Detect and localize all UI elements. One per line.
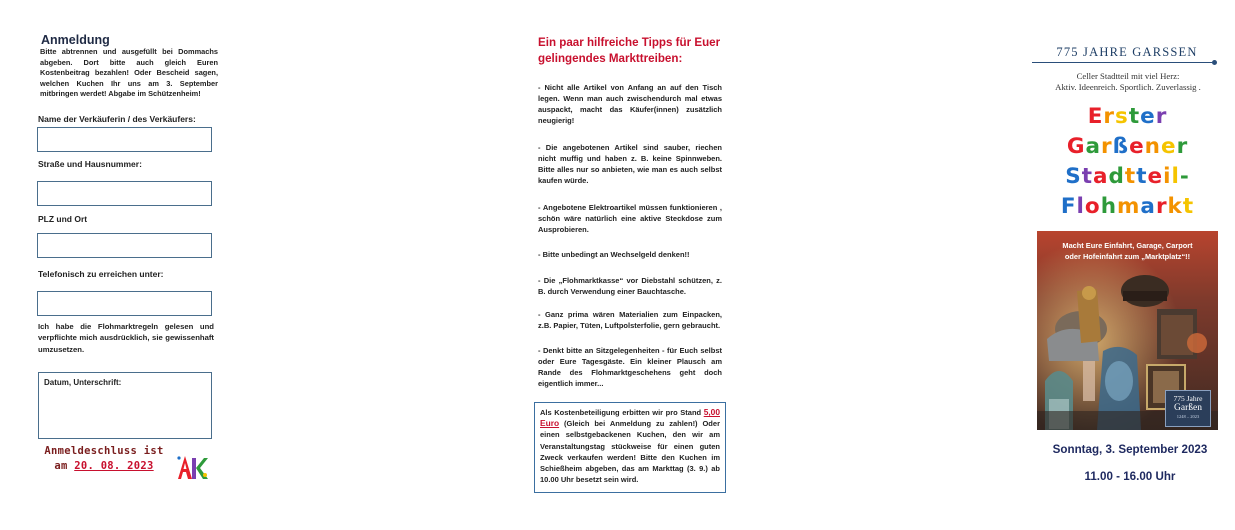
- headline-letter: G: [1066, 134, 1086, 159]
- subtitle-line-2: Aktiv. Ideenreich. Sportlich. Zuverlassig .: [1055, 82, 1201, 93]
- tip-item: - Nicht alle Artikel von Anfang an auf den Tisch legen. Wenn man auch zwischendurch mal etwas auspackt, macht das Käufer(innen) zusätzlich neugierig!: [538, 83, 722, 126]
- registration-panel: [0, 0, 250, 530]
- headline-word: [1020, 104, 1235, 129]
- district-subtitle: [1028, 71, 1228, 93]
- cost-amount: 5,00 Euro: [540, 407, 720, 429]
- deadline-line: [44, 459, 164, 474]
- headline-letter: e: [1147, 164, 1164, 189]
- headline-letter: t: [1182, 194, 1195, 219]
- zip-city-label: PLZ und Ort: [38, 214, 88, 224]
- rules-statement: Ich habe die Flohmarktregeln gelesen und verpflichte mich ausdrücklich, sie gewissenhaft umzusetzen.: [38, 322, 214, 354]
- title-divider: [1032, 62, 1212, 63]
- deadline-notice: [44, 444, 164, 474]
- flea-market-photo: [1037, 231, 1218, 430]
- headline-letter: r: [1155, 104, 1168, 129]
- headline-letter: r: [1100, 134, 1113, 159]
- cover-panel: [500, 0, 1208, 530]
- headline-letter: d: [1108, 164, 1125, 189]
- phone-field[interactable]: [37, 291, 212, 316]
- headline-letter: r: [1176, 134, 1189, 159]
- headline-letter: k: [1167, 194, 1183, 219]
- name-field[interactable]: [37, 127, 212, 152]
- event-date: Sonntag, 3. September 2023: [1052, 443, 1208, 456]
- headline-letter: e: [1140, 104, 1156, 129]
- headline-letter: m: [1117, 194, 1141, 219]
- headline-letter: e: [1129, 134, 1145, 159]
- headline-letter: -: [1179, 164, 1190, 189]
- zip-city-field[interactable]: [37, 233, 212, 258]
- headline-letter: t: [1124, 164, 1137, 189]
- ak-logo-icon: [175, 452, 209, 482]
- headline-letter: h: [1100, 194, 1118, 219]
- badge-line-1: 775 Jahre: [1173, 394, 1203, 403]
- anniversary-badge: [1165, 390, 1211, 427]
- caption-line-1: Macht Eure Einfahrt, Garage, Carport: [1062, 241, 1193, 250]
- tip-item: - Ganz prima wären Materialien zum Einpacken, z.B. Papier, Tüten, Luftpolsterfolie, gern gebraucht.: [538, 310, 722, 331]
- name-label: Name der Verkäuferin / des Verkäufers:: [38, 114, 196, 124]
- headline-letter: l: [1171, 164, 1180, 189]
- tips-title: Ein paar hilfreiche Tipps für Euer gelingendes Markttreiben:: [538, 36, 721, 65]
- headline-letter: e: [1160, 134, 1177, 159]
- badge-line-2: Garßen: [1174, 403, 1202, 413]
- anniversary-title: 775 JAHRE GARSSEN: [1056, 45, 1198, 59]
- tip-item: - Bitte unbedingt an Wechselgeld denken!!: [538, 250, 690, 259]
- photo-caption: [1037, 241, 1218, 262]
- headline-letter: t: [1136, 164, 1148, 189]
- tip-item: - Die „Flohmarktkasse“ vor Diebstahl schützen, z. B. durch Verwendung einer Bauchtasche.: [538, 276, 722, 297]
- headline-letter: F: [1060, 194, 1077, 219]
- headline-letter: t: [1128, 104, 1141, 129]
- headline-letter: t: [1081, 164, 1094, 189]
- deadline-date: 20. 08. 2023: [74, 460, 154, 472]
- headline-letter: r: [1103, 104, 1115, 129]
- headline-word: [1020, 164, 1235, 189]
- headline-letter: r: [1155, 194, 1168, 219]
- deadline-prefix: am: [54, 460, 68, 472]
- cost-post: (Gleich bei Anmeldung zu zahlen!) Oder einen selbstgebackenen Kuchen, den wir am Veranstaltungstag stückweise für einen guten Zweck verkaufen werden! Bitte den Kuchen im Schießheim abgeben, das am Markttag (3. 9.) ab 10.00 Uhr besetzt sein wird.: [540, 419, 720, 485]
- headline-letter: a: [1085, 134, 1101, 159]
- headline-letter: a: [1140, 194, 1156, 219]
- badge-line-3: 1248 – 2023: [1176, 414, 1200, 419]
- cost-pre: Als Kostenbeteiligung erbitten wir pro Stand: [540, 408, 702, 417]
- street-label: Straße und Hausnummer:: [38, 159, 142, 169]
- tip-item: - Die angebotenen Artikel sind sauber, riechen nicht muffig und haben z. B. keine Spinnweben. Bitte alles nur so anbieten, wie man es auch selbst kaufen würde.: [538, 143, 722, 186]
- signature-label: Datum, Unterschrift:: [44, 378, 122, 387]
- registration-title: Anmeldung: [41, 33, 110, 47]
- tip-item: - Denkt bitte an Sitzgelegenheiten - für Euch selbst oder Eure Tagesgäste. Ein kleiner Plausch am Rande des Flohmarktgeschehens geht doch eigentlich immer...: [538, 346, 722, 389]
- headline-letter: i: [1163, 164, 1172, 189]
- registration-intro: Bitte abtrennen und ausgefüllt bei Dommachs abgeben. Dort bitte auch gleich Euren Kostenbeitrag bezahlen! Oder Bescheid sagen, welchen Kuchen Ihr uns am 3. September mitbringen werdet! Abgabe im Schützenheim!: [40, 47, 218, 99]
- tip-item: - Angebotene Elektroartikel müssen funktionieren , schön wäre natürlich eine aktive Steckdose zum Ausprobieren.: [538, 203, 722, 235]
- headline-letter: S: [1065, 164, 1082, 189]
- headline-word: [1020, 194, 1235, 219]
- headline-word: [1020, 134, 1235, 159]
- signature-field[interactable]: [38, 372, 212, 439]
- deadline-label: Anmeldeschluss ist: [44, 445, 164, 457]
- headline-letter: s: [1115, 104, 1129, 129]
- subtitle-line-1: Celler Stadtteil mit viel Herz:: [1076, 71, 1180, 81]
- headline-letter: o: [1084, 194, 1101, 219]
- headline-letter: ß: [1112, 134, 1130, 159]
- caption-line-2: oder Hofeinfahrt zum „Marktplatz“!!: [1064, 251, 1191, 261]
- headline-letter: E: [1087, 104, 1104, 129]
- event-time: 11.00 - 16.00 Uhr: [1084, 470, 1176, 483]
- phone-label: Telefonisch zu erreichen unter:: [38, 269, 164, 279]
- headline-letter: a: [1093, 164, 1109, 189]
- headline-letter: n: [1144, 134, 1161, 159]
- headline-letter: l: [1076, 194, 1085, 219]
- tips-panel: [250, 0, 722, 530]
- divider-dot: [1212, 60, 1217, 65]
- street-field[interactable]: [37, 181, 212, 206]
